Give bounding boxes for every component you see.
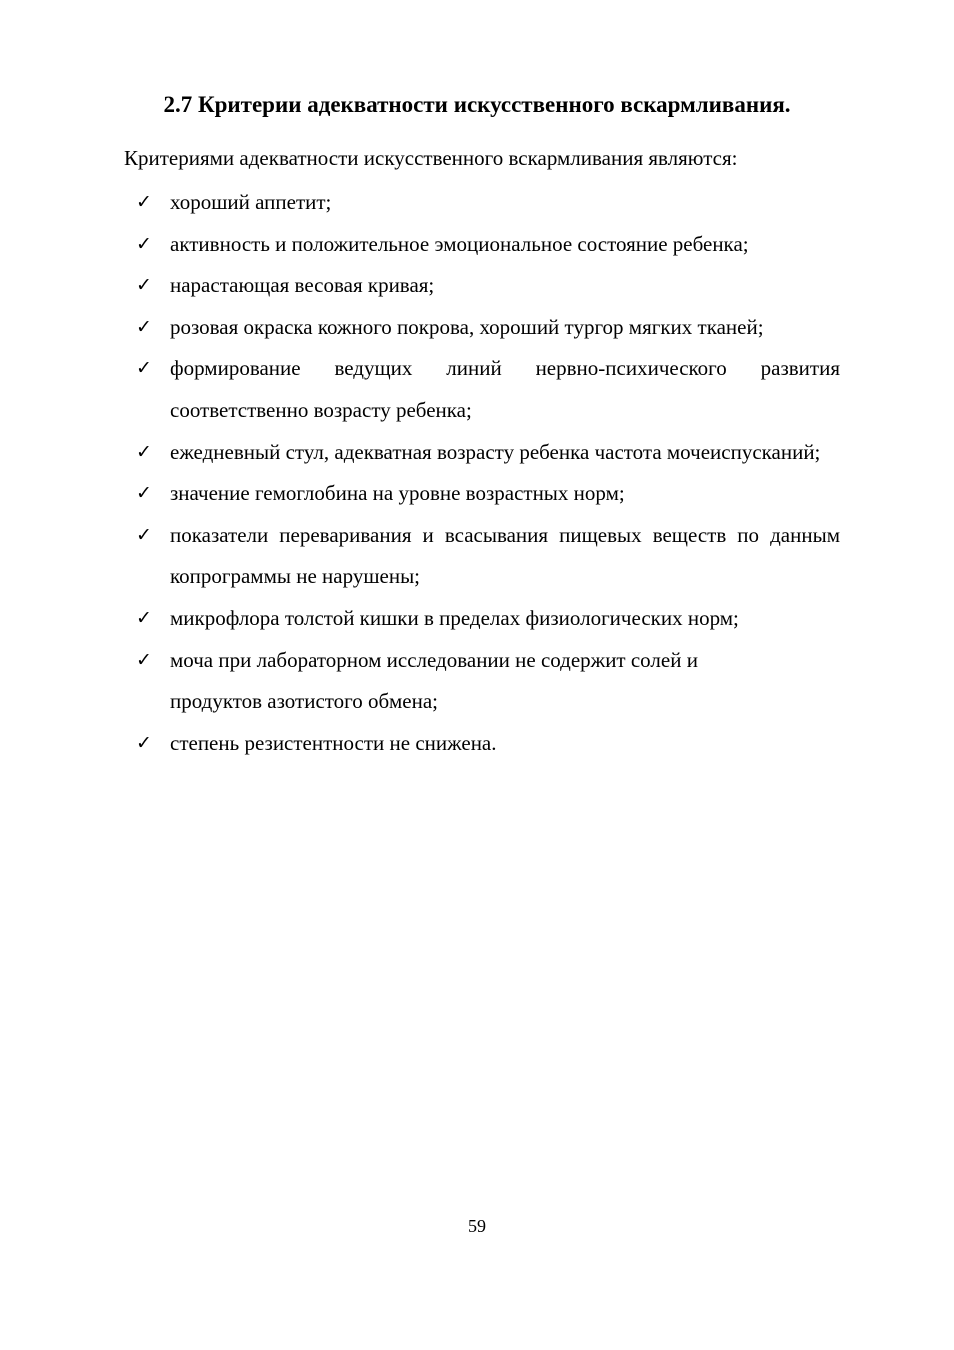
intro-paragraph: Критериями адекватности искусственного вскармливания являются: xyxy=(124,146,738,170)
list-item-text: нарастающая весовая кривая; xyxy=(170,273,435,298)
check-mark-icon: ✓ xyxy=(136,357,152,380)
criteria-list xyxy=(136,182,840,764)
list-item xyxy=(136,265,840,307)
check-mark-icon: ✓ xyxy=(136,482,152,505)
list-item xyxy=(136,723,840,765)
page-number: 59 xyxy=(468,1216,486,1236)
check-mark-icon: ✓ xyxy=(136,731,152,754)
check-mark-icon: ✓ xyxy=(136,274,152,297)
check-mark-icon: ✓ xyxy=(136,191,152,213)
list-item xyxy=(136,515,840,598)
list-item-text: показатели переваривания и всасывания пищевых веществ по данным копрограммы не нарушены; xyxy=(170,522,840,589)
check-mark-icon: ✓ xyxy=(136,232,152,255)
section-heading: 2.7 Критерии адекватности искусственного вскармливания. xyxy=(163,92,791,117)
check-mark-icon: ✓ xyxy=(136,606,152,629)
check-mark-icon: ✓ xyxy=(136,523,152,546)
list-item xyxy=(136,598,840,640)
check-mark-icon: ✓ xyxy=(136,315,152,338)
list-item-text: хороший аппетит; xyxy=(170,190,332,214)
list-item-text: ежедневный стул, адекватная возрасту ребенка частота мочеиспусканий; xyxy=(170,439,821,464)
list-item xyxy=(136,640,840,723)
list-item-text: микрофлора толстой кишки в пределах физиологических норм; xyxy=(170,605,739,630)
list-item xyxy=(136,432,840,474)
list-item xyxy=(136,473,840,515)
list-item-text: розовая окраска кожного покрова, хороший тургор мягких тканей; xyxy=(170,314,764,339)
list-item-text: активность и положительное эмоциональное состояние ребенка; xyxy=(170,231,749,256)
list-item-text: моча при лабораторном исследовании не содержит солей и продуктов азотистого обмена; xyxy=(170,647,698,714)
list-item xyxy=(136,348,840,431)
list-item-text: степень резистентности не снижена. xyxy=(170,730,497,755)
list-item xyxy=(136,182,840,224)
list-item xyxy=(136,307,840,349)
list-item-text: значение гемоглобина на уровне возрастных норм; xyxy=(170,481,625,506)
check-mark-icon: ✓ xyxy=(136,440,152,463)
check-mark-icon: ✓ xyxy=(136,648,152,671)
list-item xyxy=(136,224,840,266)
list-item-text: формирование ведущих линий нервно-психического развития соответственно возрасту ребенка; xyxy=(170,356,840,422)
